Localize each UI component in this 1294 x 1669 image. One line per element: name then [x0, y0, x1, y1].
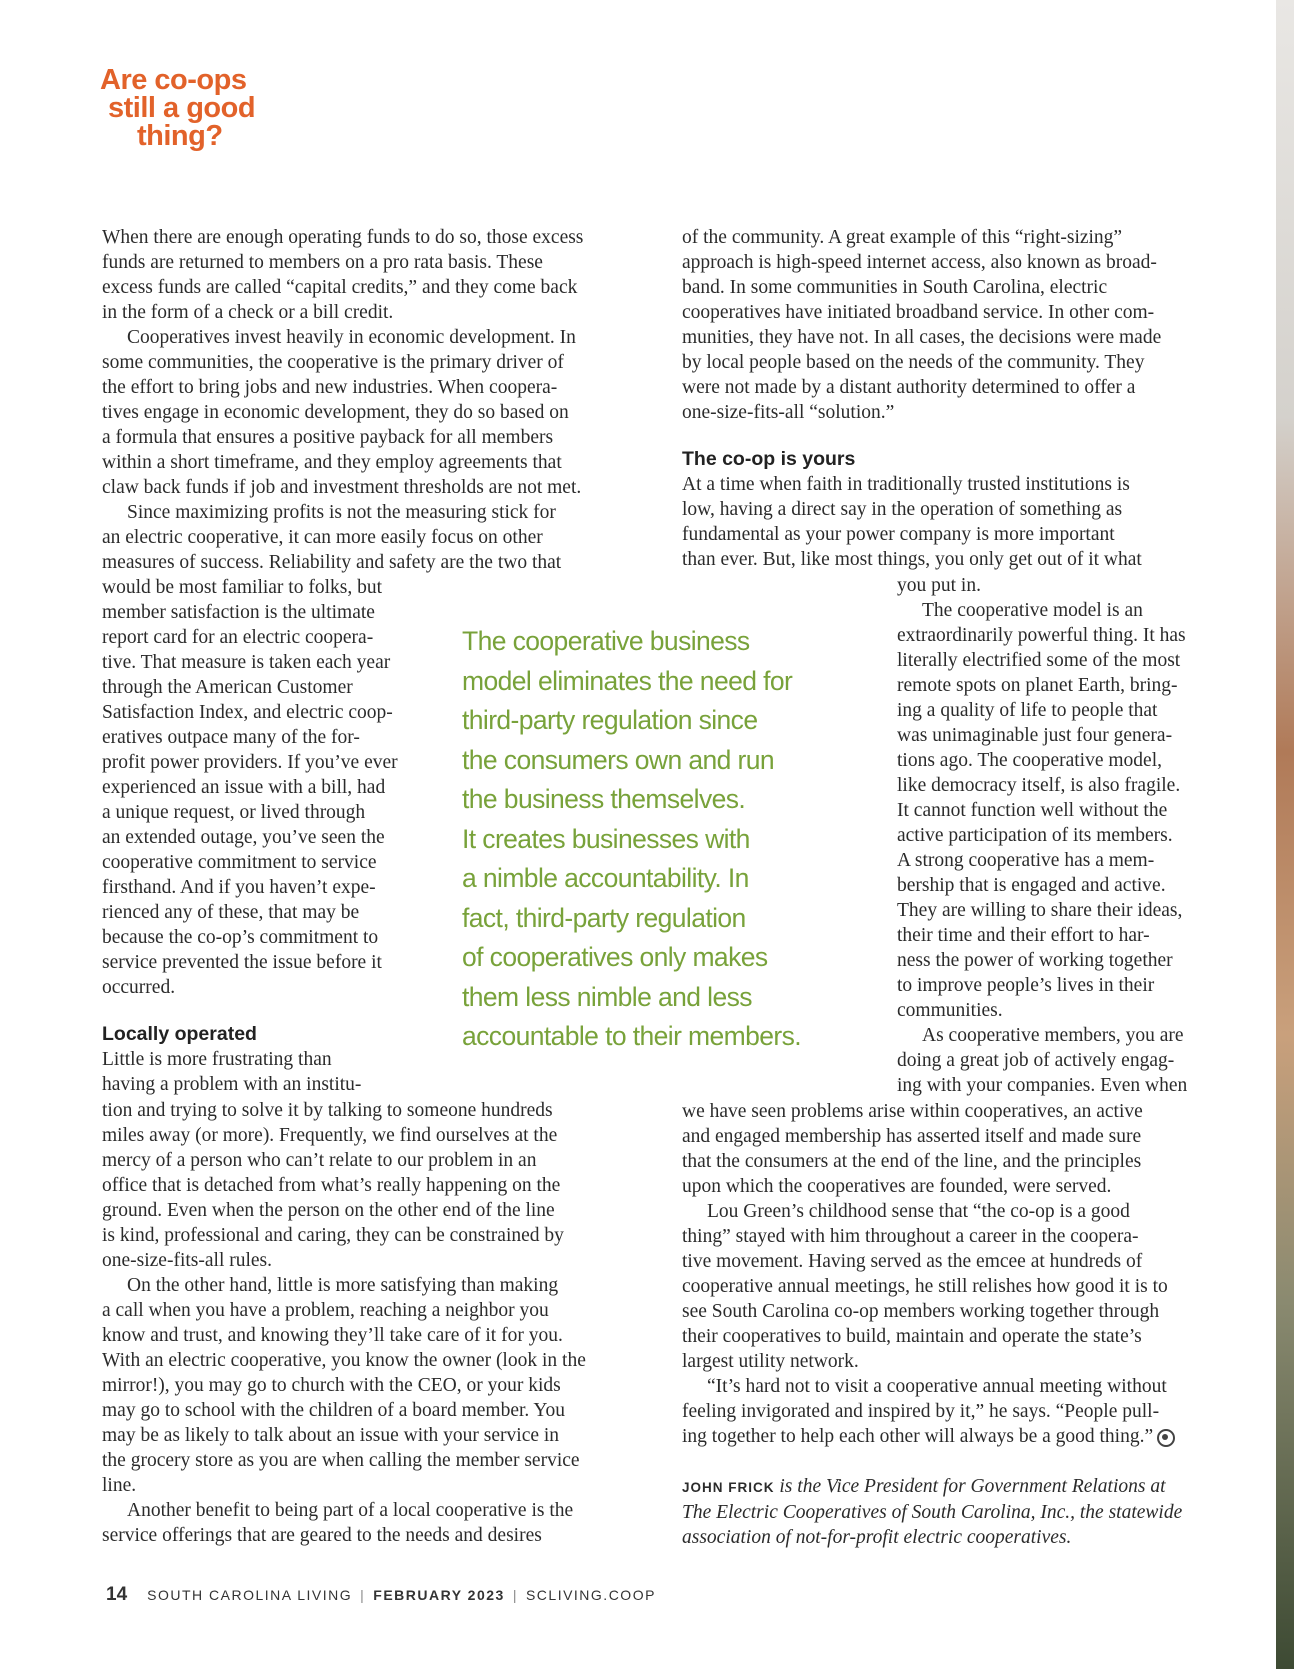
body-line: As cooperative members, you are	[922, 1025, 1184, 1046]
body-line-text: ing together to help each other will always be a good thing.”	[682, 1426, 1154, 1447]
body-line: The cooperative model is an	[922, 600, 1143, 621]
body-line: and engaged membership has asserted itself and made sure	[682, 1126, 1142, 1147]
body-line: occurred.	[102, 977, 176, 998]
author-name: JOHN FRICK	[682, 1480, 775, 1495]
pull-quote-line: model eliminates the need for	[462, 665, 793, 696]
body-line: of the community. A great example of this “right-sizing”	[682, 227, 1123, 248]
body-line: ground. Even when the person on the other end of the line	[102, 1200, 555, 1221]
body-line: cooperative commitment to service	[102, 852, 377, 873]
right-column-top	[682, 225, 1161, 425]
body-line: line.	[102, 1475, 137, 1496]
body-line: one-size-fits-all “solution.”	[682, 402, 895, 423]
body-line: tive. That measure is taken each year	[102, 652, 391, 673]
body-line: know and trust, and knowing they’ll take care of it for you.	[102, 1325, 563, 1346]
body-line: member satisfaction is the ultimate	[102, 602, 375, 623]
body-line: approach is high-speed internet access, also known as broad-	[682, 252, 1157, 273]
body-line: It cannot function well without the	[897, 800, 1168, 821]
pull-quote-line: the business themselves.	[462, 784, 746, 814]
article-headline	[100, 66, 255, 150]
body-line: see South Carolina co-op members working together through	[682, 1301, 1160, 1322]
body-line: their cooperatives to build, maintain and operate the state’s	[682, 1326, 1142, 1347]
headline-line-1: Are co-ops	[100, 64, 247, 96]
body-line: At a time when faith in traditionally trusted institutions is	[682, 474, 1130, 495]
coop-is-yours-section	[682, 447, 1142, 572]
left-column-narrow	[102, 575, 398, 1000]
body-line: band. In some communities in South Carolina, electric	[682, 277, 1108, 298]
body-line: communities.	[897, 1000, 1003, 1021]
body-line: tives engage in economic development, they do so based on	[102, 402, 569, 423]
body-line: experienced an issue with a bill, had	[102, 777, 386, 798]
body-line: having a problem with an institu-	[102, 1074, 362, 1095]
body-line: tive movement. Having served as the emcee at hundreds of	[682, 1251, 1143, 1272]
right-column-narrow	[897, 573, 1187, 1098]
subhead-locally-operated: Locally operated	[102, 1023, 257, 1045]
author-bio-line-1	[682, 1474, 1182, 1500]
body-line: we have seen problems arise within cooperatives, an active	[682, 1101, 1143, 1122]
left-column-top	[102, 225, 583, 575]
footer-separator: |	[512, 1587, 518, 1603]
body-line: like democracy itself, is also fragile.	[897, 775, 1181, 796]
website: SCLIVING.COOP	[525, 1587, 656, 1603]
body-line: by local people based on the needs of the community. They	[682, 352, 1145, 373]
body-line	[682, 1424, 1175, 1449]
body-line: claw back funds if job and investment thresholds are not met.	[102, 477, 582, 498]
body-line: would be most familiar to folks, but	[102, 577, 383, 598]
body-line: ing a quality of life to people that	[897, 700, 1158, 721]
body-line: active participation of its members.	[897, 825, 1173, 846]
body-line: a call when you have a problem, reaching a neighbor you	[102, 1300, 549, 1321]
body-line: measures of success. Reliability and safety are the two that	[102, 552, 562, 573]
body-line: one-size-fits-all rules.	[102, 1250, 273, 1271]
left-column-bottom	[102, 1098, 586, 1548]
pull-quote-line: them less nimble and less	[462, 981, 752, 1012]
body-line: mirror!), you may go to church with the CEO, or your kids	[102, 1375, 561, 1396]
body-line: fundamental as your power company is more important	[682, 524, 1115, 545]
locally-operated-section	[102, 1022, 361, 1097]
body-line: through the American Customer	[102, 677, 353, 698]
body-line: bership that is engaged and active.	[897, 875, 1166, 896]
author-bio	[682, 1474, 1182, 1550]
body-line: ness the power of working together	[897, 950, 1173, 971]
footer-separator: |	[360, 1587, 366, 1603]
pull-quote-line: the consumers own and run	[462, 744, 775, 775]
body-line: Another benefit to being part of a local cooperative is the	[127, 1500, 574, 1521]
body-line: service offerings that are geared to the needs and desires	[102, 1525, 542, 1546]
body-line: low, having a direct say in the operation of something as	[682, 499, 1123, 520]
body-line: firsthand. And if you haven’t expe-	[102, 877, 376, 898]
body-line: munities, they have not. In all cases, the decisions were made	[682, 327, 1162, 348]
body-line: thing” stayed with him throughout a career in the coopera-	[682, 1226, 1139, 1247]
pull-quote-line: fact, third-party regulation	[462, 902, 746, 933]
subhead-coop-is-yours: The co-op is yours	[682, 448, 856, 470]
issue-date: FEBRUARY 2023	[373, 1587, 505, 1603]
body-line: “It’s hard not to visit a cooperative annual meeting without	[707, 1376, 1167, 1397]
body-line: is kind, professional and caring, they can be constrained by	[102, 1225, 564, 1246]
body-line: Satisfaction Index, and electric coop-	[102, 702, 393, 723]
body-line: because the co-op’s commitment to	[102, 927, 379, 948]
body-line: tions ago. The cooperative model,	[897, 750, 1162, 771]
pull-quote-line: The cooperative business	[462, 626, 750, 656]
body-line: rienced any of these, that may be	[102, 902, 360, 923]
body-line: service prevented the issue before it	[102, 952, 382, 973]
body-line: literally electrified some of the most	[897, 650, 1181, 671]
headline-line-2: still a good	[108, 92, 256, 124]
body-line: Cooperatives invest heavily in economic development. In	[127, 327, 576, 348]
body-line: remote spots on planet Earth, bring-	[897, 675, 1178, 696]
body-line: may be as likely to talk about an issue with your service in	[102, 1425, 560, 1446]
author-bio-line-2: The Electric Cooperatives of South Carolina, Inc., the statewide	[682, 1502, 1183, 1523]
body-line: a unique request, or lived through	[102, 802, 366, 823]
body-line: profit power providers. If you’ve ever	[102, 752, 398, 773]
headline-line-3: thing?	[137, 120, 223, 152]
body-line: their time and their effort to har-	[897, 925, 1150, 946]
body-line: A strong cooperative has a mem-	[897, 850, 1155, 871]
body-line: office that is detached from what’s really happening on the	[102, 1175, 561, 1196]
body-line: excess funds are called “capital credits,” and they come back	[102, 277, 578, 298]
author-bio-line-3: association of not-for-profit electric cooperatives.	[682, 1527, 1072, 1548]
body-line: Little is more frustrating than	[102, 1049, 332, 1070]
body-line: to improve people’s lives in their	[897, 975, 1155, 996]
pull-quote-line: It creates businesses with	[462, 823, 750, 854]
body-line: that the consumers at the end of the line, and the principles	[682, 1151, 1142, 1172]
body-line: tion and trying to solve it by talking to someone hundreds	[102, 1100, 553, 1121]
body-line: in the form of a check or a bill credit.	[102, 302, 394, 323]
body-line: Lou Green’s childhood sense that “the co-op is a good	[707, 1201, 1130, 1222]
photo-edge	[1276, 0, 1294, 1669]
body-line: extraordinarily powerful thing. It has	[897, 625, 1186, 646]
body-line: some communities, the cooperative is the primary driver of	[102, 352, 564, 373]
body-line: a formula that ensures a positive payback for all members	[102, 427, 554, 448]
body-line: cooperative annual meetings, he still relishes how good it is to	[682, 1276, 1168, 1297]
pull-quote-line: third-party regulation since	[462, 705, 758, 735]
pull-quote-line: accountable to their members.	[462, 1021, 802, 1051]
body-line: When there are enough operating funds to do so, those excess	[102, 227, 584, 248]
pull-quote-line: a nimble accountability. In	[462, 863, 749, 893]
body-line: Since maximizing profits is not the measuring stick for	[127, 502, 556, 523]
body-line: may go to school with the children of a board member. You	[102, 1400, 566, 1421]
body-line: miles away (or more). Frequently, we find ourselves at the	[102, 1125, 558, 1146]
body-line: doing a great job of actively engag-	[897, 1050, 1175, 1071]
right-column-bottom	[682, 1099, 1175, 1449]
body-line: report card for an electric coopera-	[102, 627, 374, 648]
end-mark-icon	[1157, 1429, 1175, 1447]
body-line: mercy of a person who can’t relate to our problem in an	[102, 1150, 537, 1171]
magazine-name: SOUTH CAROLINA LIVING	[147, 1587, 353, 1603]
body-line: On the other hand, little is more satisfying than making	[127, 1275, 559, 1296]
body-line: eratives outpace many of the for-	[102, 727, 360, 748]
body-line: was unimaginable just four genera-	[897, 725, 1173, 746]
body-line: an electric cooperative, it can more easily focus on other	[102, 527, 543, 548]
body-line: ing with your companies. Even when	[897, 1075, 1188, 1096]
body-line: the effort to bring jobs and new industries. When coopera-	[102, 377, 558, 398]
body-line: than ever. But, like most things, you only get out of it what	[682, 549, 1142, 570]
pull-quote	[462, 622, 801, 1057]
author-bio-text: is the Vice President for Government Relations at	[774, 1476, 1166, 1497]
body-line: an extended outage, you’ve seen the	[102, 827, 385, 848]
body-line: upon which the cooperatives are founded, were served.	[682, 1176, 1112, 1197]
body-line: were not made by a distant authority determined to offer a	[682, 377, 1136, 398]
body-line: funds are returned to members on a pro rata basis. These	[102, 252, 543, 273]
page-footer	[106, 1584, 656, 1606]
body-line: cooperatives have initiated broadband service. In other com-	[682, 302, 1155, 323]
page-number: 14	[106, 1584, 128, 1605]
body-line: feeling invigorated and inspired by it,” he says. “People pull-	[682, 1401, 1160, 1422]
pull-quote-line: of cooperatives only makes	[462, 942, 768, 972]
body-line: you put in.	[897, 575, 981, 596]
body-line: They are willing to share their ideas,	[897, 900, 1183, 921]
body-line: largest utility network.	[682, 1351, 859, 1372]
body-line: With an electric cooperative, you know the owner (look in the	[102, 1350, 586, 1371]
body-line: the grocery store as you are when calling the member service	[102, 1450, 580, 1471]
body-line: within a short timeframe, and they employ agreements that	[102, 452, 562, 473]
